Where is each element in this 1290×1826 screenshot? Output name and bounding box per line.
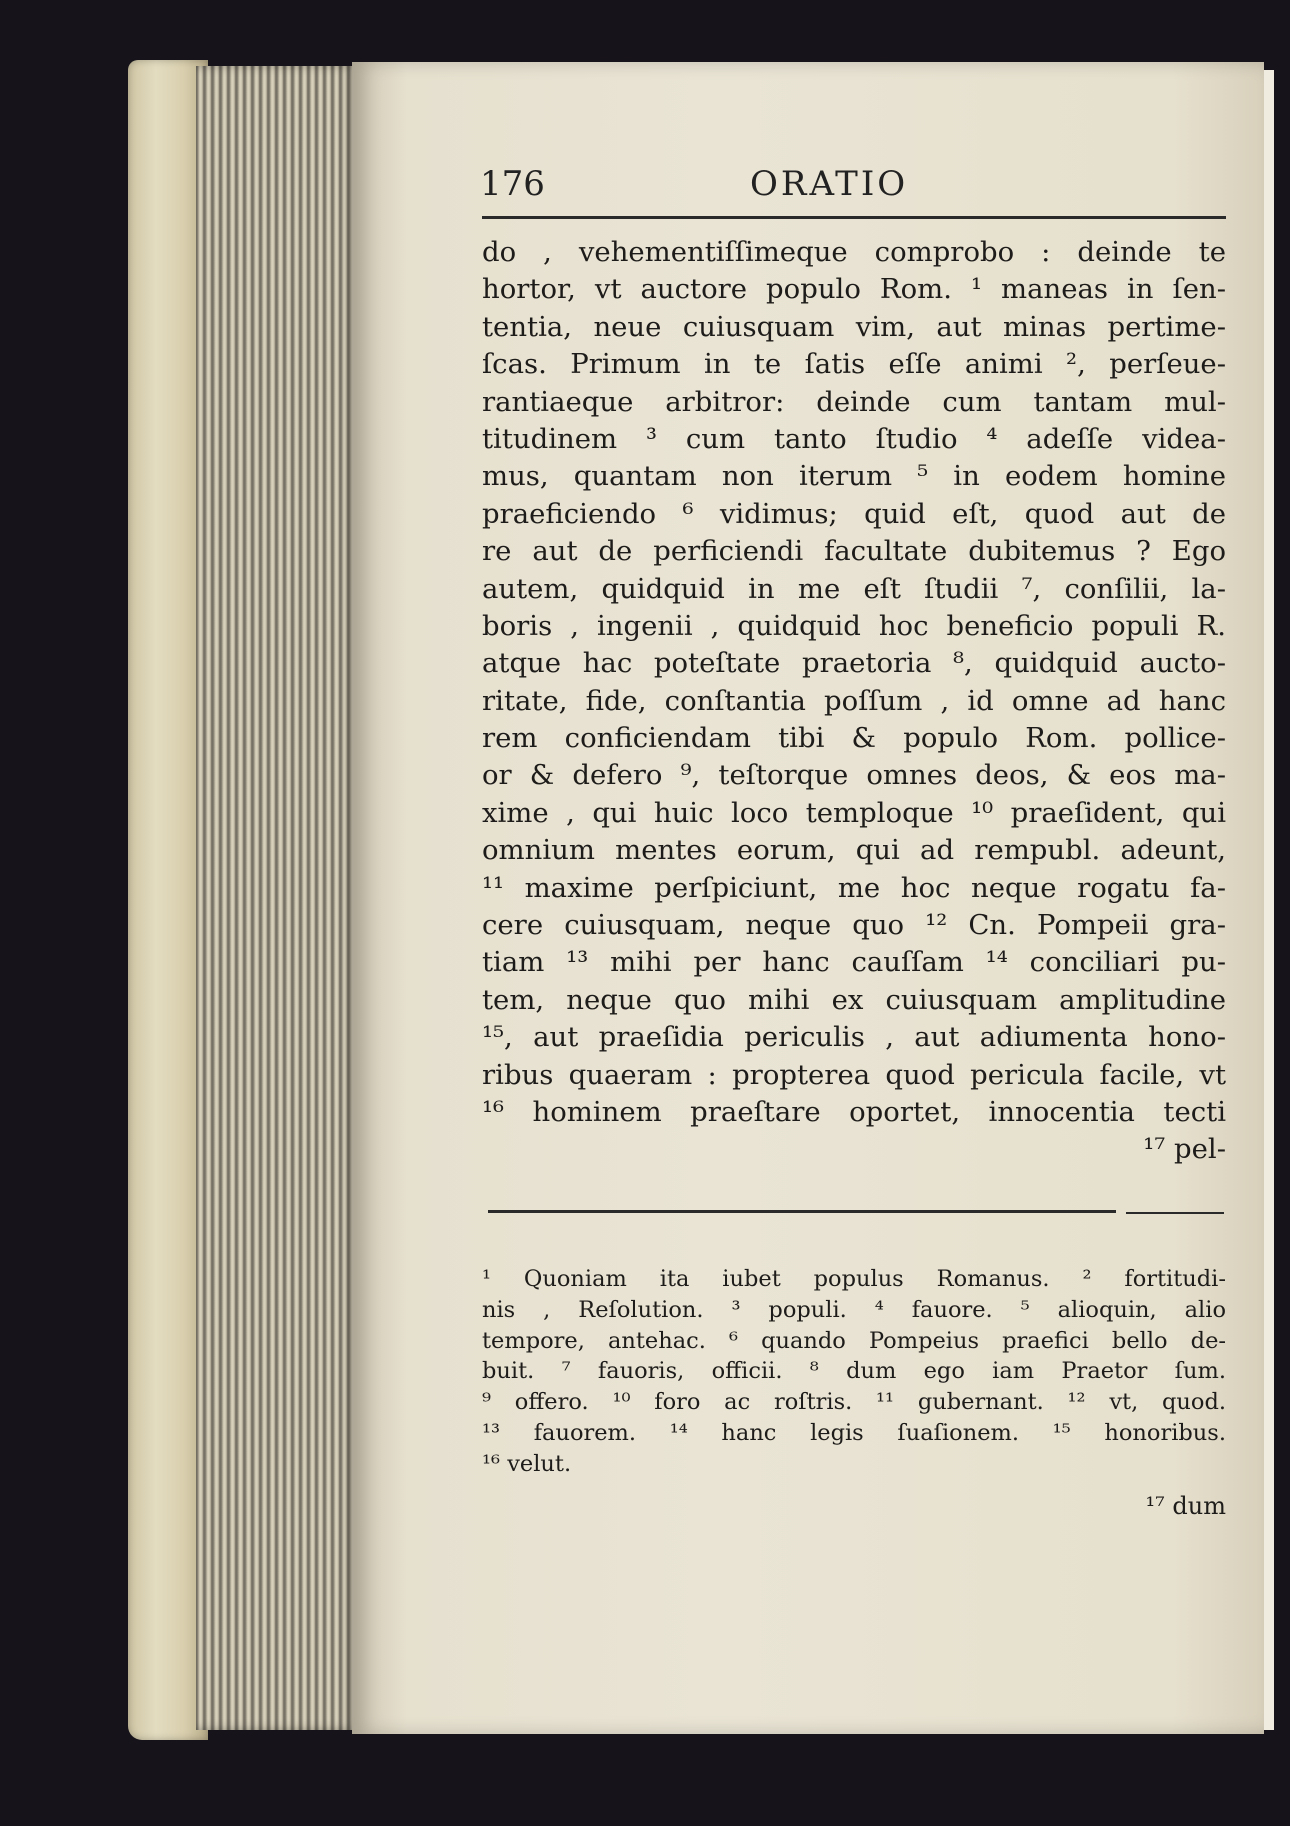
header-rule <box>482 216 1226 219</box>
footnote-line: buit. ⁷ fauoris, officii. ⁸ dum ego iam Praetor ſum. <box>482 1358 1226 1385</box>
text-line: ¹¹ maxime perſpiciunt, me hoc neque rogatu fa- <box>482 871 1226 904</box>
text-line: mus, quantam non iterum ⁵ in eodem homine <box>482 460 1226 493</box>
footnote-line: ⁹ offero. ¹⁰ foro ac roſtris. ¹¹ gubernant. ¹² vt, quod. <box>482 1389 1226 1416</box>
text-line: rantiaeque arbitror: deinde cum tantam mul- <box>482 385 1226 418</box>
page-header <box>480 160 1225 210</box>
footnote-rule <box>488 1210 1116 1213</box>
page-number: 176 <box>480 164 545 204</box>
text-line: autem, quidquid in me eſt ſtudii ⁷, conſilii, la- <box>482 572 1226 605</box>
footnote-rule-end <box>1126 1212 1224 1214</box>
text-line: do , vehementiſſimeque comprobo : deinde te <box>482 236 1226 268</box>
page-edges <box>196 66 356 1730</box>
footnote-line: nis , Reſolution. ³ populi. ⁴ fauore. ⁵ alioquin, alio <box>482 1296 1226 1323</box>
text-line-continuation: ¹⁷ pel- <box>1143 1133 1226 1166</box>
footnote-line: ¹³ fauorem. ¹⁴ hanc legis ſuaſionem. ¹⁵ honoribus. <box>482 1419 1226 1446</box>
footnote-line: ¹⁶ velut. <box>482 1450 572 1477</box>
text-line: ſcas. Primum in te ſatis eſſe animi ², perſeue- <box>482 348 1226 381</box>
text-line: cere cuiusquam, neque quo ¹² Cn. Pompeii gra- <box>482 909 1226 942</box>
text-line: ¹⁵, aut praeſidia periculis , aut adiumenta hono- <box>482 1021 1226 1054</box>
text-line: ritate, fide, conſtantia poſſum , id omne ad hanc <box>482 684 1226 717</box>
text-line: praeficiendo ⁶ vidimus; quid eſt, quod aut de <box>482 497 1226 530</box>
catchword: ¹⁷ dum <box>1145 1492 1226 1520</box>
text-line: rem conficiendam tibi & populo Rom. pollice- <box>482 722 1226 755</box>
body-text <box>482 234 1226 1169</box>
text-line: tem, neque quo mihi ex cuiusquam amplitudine <box>482 983 1226 1016</box>
text-line: hortor, vt auctore populo Rom. ¹ maneas in ſen- <box>482 273 1226 306</box>
footnotes <box>482 1264 1226 1480</box>
text-line: xime , qui huic loco temploque ¹⁰ praeſident, qui <box>482 796 1226 829</box>
text-line: ribus quaeram : propterea quod pericula facile, vt <box>482 1058 1226 1091</box>
text-line: or & defero ⁹, teſtorque omnes deos, & eos ma- <box>482 759 1226 792</box>
text-line: omnium mentes eorum, qui ad rempubl. adeunt, <box>482 834 1226 867</box>
text-line: atque hac poteſtate praetoria ⁸, quidquid aucto- <box>482 647 1226 680</box>
facing-page-edge <box>1264 70 1274 1730</box>
running-title: ORATIO <box>750 164 909 204</box>
footnote-line: ¹ Quoniam ita iubet populus Romanus. ² fortitudi- <box>482 1266 1226 1292</box>
text-line: titudinem ³ cum tanto ſtudio ⁴ adeſſe videa- <box>482 422 1226 455</box>
footnote-line: tempore, antehac. ⁶ quando Pompeius praefici bello de- <box>482 1327 1226 1354</box>
text-line: tiam ¹³ mihi per hanc cauſſam ¹⁴ conciliari pu- <box>482 946 1226 979</box>
text-line: ¹⁶ hominem praeſtare oportet, innocentia tecti <box>482 1095 1226 1128</box>
text-line: boris , ingenii , quidquid hoc beneficio populi R. <box>482 609 1226 642</box>
text-line: tentia, neue cuiusquam vim, aut minas pertime- <box>482 310 1226 343</box>
text-line: re aut de perficiendi facultate dubitemus ? Ego <box>482 535 1226 568</box>
